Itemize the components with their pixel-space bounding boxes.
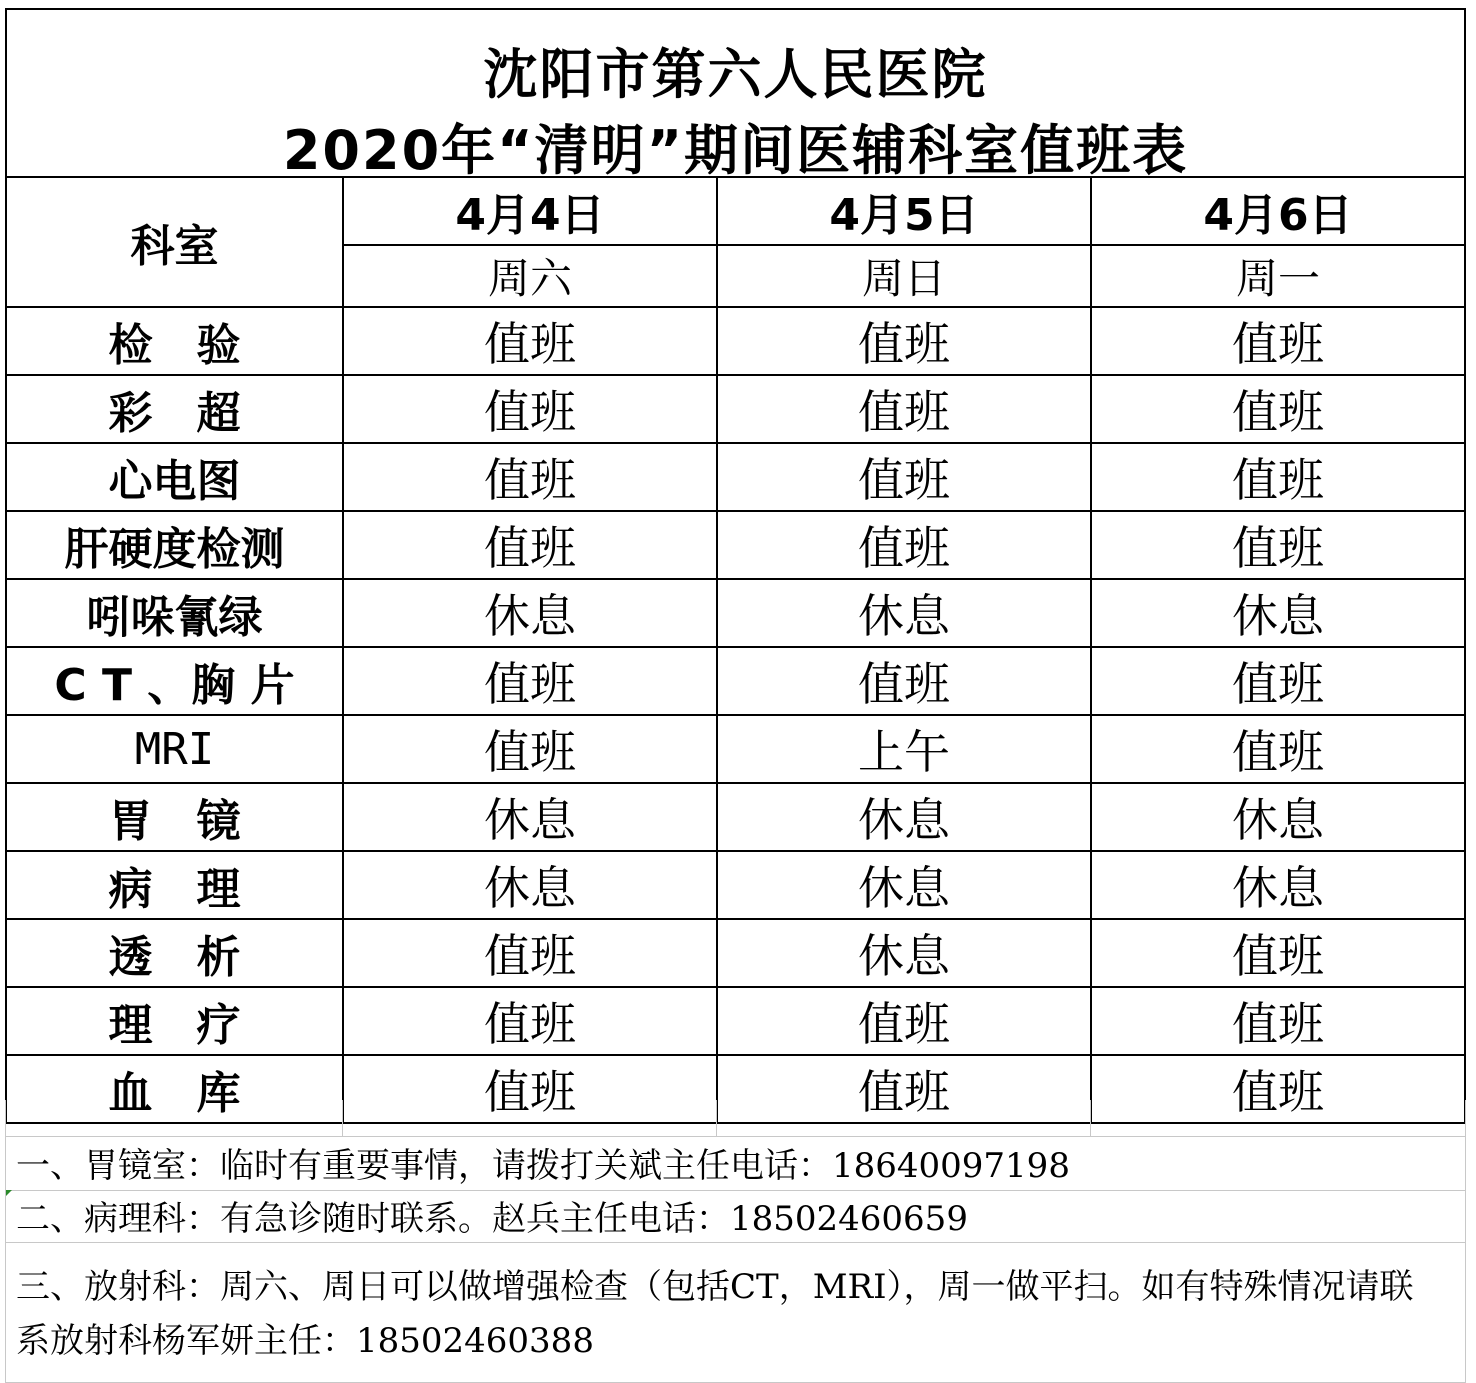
dept-header: 科室 [6, 177, 343, 307]
table-row [6, 851, 1465, 919]
note-radiology: 三、放射科：周六、周日可以做增强检查（包括CT，MRI），周一做平扫。如有特殊情况请联系放射科杨军妍主任：18502460388 [16, 1267, 1414, 1361]
duty-cell: 上午 [717, 715, 1091, 783]
weekday-header: 周六 [343, 245, 717, 307]
dept-name: 胃 镜 [6, 783, 343, 851]
duty-cell: 值班 [343, 919, 717, 987]
table-row [6, 647, 1465, 715]
duty-cell: 值班 [343, 375, 717, 443]
note-pathology: 二、病理科：有急诊随时联系。赵兵主任电话：18502460659 [16, 1199, 968, 1239]
table-row [6, 987, 1465, 1055]
duty-cell: 值班 [1091, 919, 1465, 987]
hospital-title: 沈阳市第六人民医院 [483, 43, 988, 106]
grid-edge-right [1465, 1100, 1466, 1383]
duty-cell: 值班 [343, 443, 717, 511]
dept-name: 病 理 [6, 851, 343, 919]
duty-cell: 值班 [717, 375, 1091, 443]
duty-cell: 休息 [343, 783, 717, 851]
table-row [6, 307, 1465, 375]
dept-name: 心电图 [6, 443, 343, 511]
duty-cell: 值班 [1091, 1055, 1465, 1123]
schedule-title: 2020年“清明”期间医辅科室值班表 [282, 119, 1189, 182]
title-box [5, 8, 1466, 182]
dept-name: 彩 超 [6, 375, 343, 443]
dept-name: 血 库 [6, 1055, 343, 1123]
duty-cell: 休息 [717, 579, 1091, 647]
duty-cell: 休息 [343, 851, 717, 919]
table-row [6, 579, 1465, 647]
duty-cell: 值班 [717, 647, 1091, 715]
date-header: 4月5日 [717, 177, 1091, 245]
duty-cell: 休息 [717, 851, 1091, 919]
grid-line [1090, 1100, 1091, 1136]
date-header: 4月4日 [343, 177, 717, 245]
duty-cell: 值班 [717, 511, 1091, 579]
grid-line [716, 1100, 717, 1136]
note-gastroscopy: 一、胃镜室：临时有重要事情，请拨打关斌主任电话：18640097198 [16, 1146, 1070, 1186]
duty-cell: 休息 [1091, 783, 1465, 851]
duty-cell: 休息 [1091, 579, 1465, 647]
dept-name: 肝硬度检测 [6, 511, 343, 579]
duty-cell: 值班 [343, 1055, 717, 1123]
schedule-table [5, 176, 1466, 1124]
grid-line [5, 1190, 1465, 1191]
duty-cell: 值班 [1091, 443, 1465, 511]
dept-name: MRI [6, 715, 343, 783]
dept-name: 吲哚氰绿 [6, 579, 343, 647]
dept-name: C T 、胸 片 [6, 647, 343, 715]
date-header: 4月6日 [1091, 177, 1465, 245]
duty-cell: 休息 [717, 783, 1091, 851]
weekday-header: 周日 [717, 245, 1091, 307]
duty-cell: 休息 [717, 919, 1091, 987]
dept-name: 检 验 [6, 307, 343, 375]
duty-cell: 休息 [1091, 851, 1465, 919]
dept-name: 透 析 [6, 919, 343, 987]
duty-cell: 值班 [343, 715, 717, 783]
duty-cell: 值班 [343, 647, 717, 715]
duty-cell: 值班 [1091, 307, 1465, 375]
grid-line [5, 1136, 1465, 1137]
duty-cell: 值班 [1091, 715, 1465, 783]
duty-cell: 值班 [1091, 375, 1465, 443]
duty-cell: 值班 [343, 511, 717, 579]
table-row [6, 511, 1465, 579]
duty-cell: 值班 [343, 987, 717, 1055]
duty-cell: 值班 [717, 987, 1091, 1055]
table-row [6, 1055, 1465, 1123]
duty-cell: 值班 [343, 307, 717, 375]
table-row [6, 919, 1465, 987]
table-row [6, 715, 1465, 783]
duty-cell: 值班 [717, 307, 1091, 375]
cell-comment-marker [6, 1190, 12, 1196]
weekday-header: 周一 [1091, 245, 1465, 307]
duty-cell: 值班 [717, 443, 1091, 511]
table-row [6, 375, 1465, 443]
duty-cell: 休息 [343, 579, 717, 647]
table-row [6, 783, 1465, 851]
duty-cell: 值班 [1091, 511, 1465, 579]
duty-cell: 值班 [1091, 987, 1465, 1055]
grid-line [342, 1100, 343, 1136]
duty-cell: 值班 [1091, 647, 1465, 715]
header-date-row [6, 177, 1465, 245]
table-row [6, 443, 1465, 511]
duty-cell: 值班 [717, 1055, 1091, 1123]
dept-name: 理 疗 [6, 987, 343, 1055]
